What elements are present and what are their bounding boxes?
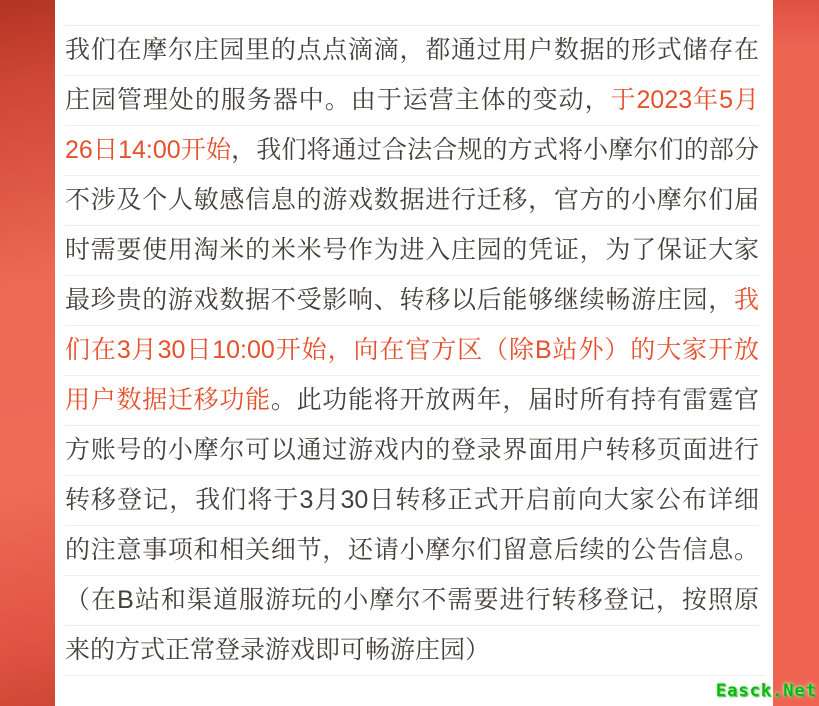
text-line — [65, 325, 759, 375]
bottom-rule-line — [63, 675, 765, 676]
body-text: 方账号的小摩尔可以通过游戏内的登录界面用户转移页面进行 — [65, 436, 759, 464]
body-text: 来的方式正常登录游戏即可畅游庄园） — [65, 636, 491, 664]
highlighted-text: 我 — [733, 286, 759, 314]
text-line — [65, 175, 759, 225]
text-line — [65, 225, 759, 275]
text-line — [65, 25, 759, 75]
body-text: （在B站和渠道服游玩的小摩尔不需要进行转移登记，按照原 — [65, 586, 759, 614]
body-text: 转移登记，我们将于3月30日转移正式开启前向大家公布详细 — [65, 486, 759, 514]
body-text: 最珍贵的游戏数据不受影响、转移以后能够继续畅游庄园， — [65, 286, 734, 314]
body-text: 的注意事项和相关细节，还请小摩尔们留意后续的公告信息。 — [65, 536, 759, 564]
highlighted-text: 26日14:00开始 — [65, 136, 232, 164]
body-text: 庄园管理处的服务器中。由于运营主体的变动， — [65, 86, 611, 114]
text-line — [65, 125, 759, 175]
text-line — [65, 75, 759, 125]
announcement-text — [65, 25, 759, 675]
highlighted-text: 用户数据迁移功能 — [65, 386, 271, 414]
highlighted-text: 们在3月30日10:00开始，向在官方区（除B站外）的大家开放 — [65, 336, 759, 364]
body-text: 不涉及个人敏感信息的游戏数据进行迁移，官方的小摩尔们届 — [65, 186, 759, 214]
body-text: 时需要使用淘米的米米号作为进入庄园的凭证，为了保证大家 — [65, 236, 759, 264]
text-line — [65, 475, 759, 525]
body-text: 我们在摩尔庄园里的点点滴滴，都通过用户数据的形式储存在 — [65, 36, 759, 64]
highlighted-text: 于2023年5月 — [610, 86, 759, 114]
announcement-card — [55, 0, 773, 706]
text-line — [65, 625, 759, 675]
body-text: 。此功能将开放两年，届时所有持有雷霆官 — [270, 386, 759, 414]
site-watermark: Easck.Net — [715, 681, 817, 701]
body-text: ，我们将通过合法合规的方式将小摩尔们的部分 — [231, 136, 759, 164]
left-border-band — [0, 0, 55, 706]
text-line — [65, 425, 759, 475]
text-line — [65, 375, 759, 425]
text-line — [65, 525, 759, 575]
text-line — [65, 275, 759, 325]
right-border-band — [773, 0, 819, 706]
text-line — [65, 575, 759, 625]
